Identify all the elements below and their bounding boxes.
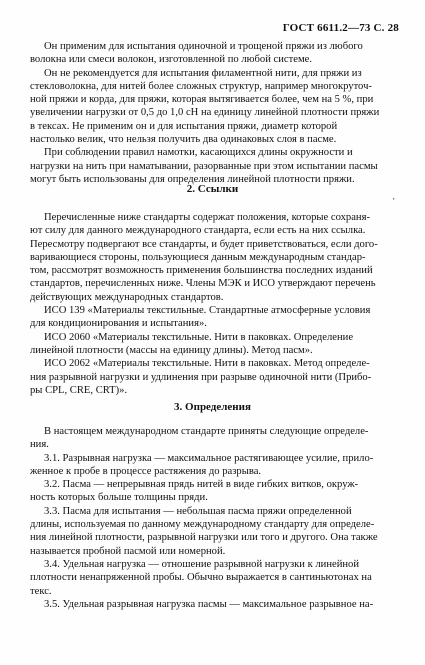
text-line: 3.5. Удельная разрывная нагрузка пасмы — максимальное разрывное на-: [44, 598, 374, 610]
text-line: Перечисленные ниже стандарты содержат положения, которые сохраня-: [44, 212, 370, 223]
text-line: линейной плотности (массы на единицу длины). Метод пасм».: [30, 344, 313, 356]
text-line: нагрузки на нить при наматывании, разорванные при этом испытании пасмы: [30, 160, 378, 172]
text-line: волокна или смеси волокон, изготовленной по любой системе.: [30, 54, 313, 66]
text-line: в тексах. Не применим он и для испытания пряжи, диаметр которой: [30, 120, 338, 132]
text-line: длины, используемая по данному международному стандарту для определе-: [30, 519, 375, 531]
text-line: ИСО 139 «Материалы текстильные. Стандартные атмосферные условия: [44, 305, 371, 317]
text-line: настолько велик, что нельзя получить два одинаковых слоя в пасме.: [30, 134, 337, 146]
text-line: называется пробной пасмой или номерной.: [30, 545, 226, 557]
text-line: ют силу для данного международного стандарта, если есть на них ссылка.: [30, 225, 366, 237]
text-line: стекловолокна, для нитей более сложных структур, например многокруточ-: [30, 80, 372, 92]
text-line: ность которых больше толщины пряди.: [30, 492, 208, 504]
section-3-block: [30, 425, 400, 611]
text-line: ИСО 2062 «Материалы текстильные. Нити в паковках. Метод определе-: [44, 358, 370, 370]
text-line: женное к пробе в процессе растяжения до разрыва.: [30, 465, 262, 477]
text-line: действующих международных стандартов.: [30, 291, 224, 303]
section-2-heading: 2. Ссылки: [186, 183, 239, 195]
text-line: Он не рекомендуется для испытания филаментной нити, для пряжи из: [44, 67, 362, 79]
margin-mark: ‚: [392, 192, 395, 201]
text-line: ния.: [30, 439, 49, 451]
text-line: ния разрывной нагрузки и удлинения при разрыве одиночной нити (Прибо-: [30, 371, 372, 383]
text-line: для кондиционирования и испытания».: [30, 318, 207, 330]
text-line: стандартов, перечисленных ниже. Члены МЭК и ИСО утверждают перечень: [30, 278, 376, 290]
text-line: ной пряжи и корда, для пряжи, которая вытягивается более, чем на 5 %, при: [30, 94, 374, 106]
section-3-heading: 3. Определения: [174, 401, 251, 413]
text-line: При соблюдении правил намотки, касающихся длины окружности и: [44, 147, 353, 159]
text-line: увеличении нагрузки от 0,5 до 1,0 сН на единицу линейной плотности пряжи: [30, 107, 380, 119]
page-header: ГОСТ 6611.2—73 С. 28: [282, 22, 399, 34]
text-line: ИСО 2060 «Материалы текстильные. Нити в паковках. Определение: [44, 331, 354, 343]
text-line: В настоящем международном стандарте приняты следующие определе-: [44, 426, 369, 437]
text-line: варивающиеся стороны, пользующиеся данным международным стандар-: [30, 251, 366, 263]
text-line: 3.2. Пасма — непрерывная прядь нитей в виде гибких витков, окруж-: [44, 479, 359, 491]
text-line: Пересмотру подвергают все стандарты, и будет приветствоваться, если дого-: [30, 238, 378, 250]
text-line: текс.: [30, 585, 52, 597]
section-2-block: [30, 211, 400, 397]
text-line: 3.3. Пасма для испытания — небольшая пасма пряжи определенной: [44, 505, 352, 517]
intro-block: [30, 40, 400, 186]
text-line: могут быть использованы для определения линейной плотности пряжи.: [30, 173, 355, 185]
text-line: 3.1. Разрывная нагрузка — максимальное растягивающее усилие, прило-: [44, 452, 374, 464]
text-line: 3.4. Удельная нагрузка — отношение разрывной нагрузки к линейной: [44, 558, 360, 570]
text-line: плотности ненапряженной пробы. Обычно выражается в сантиньютонах на: [30, 572, 372, 584]
text-line: ры CPL, CRE, CRT)».: [30, 384, 128, 396]
text-line: ния линейной плотности, разрывной нагрузки или того и другого. Она также: [30, 532, 378, 544]
text-line: Он применим для испытания одиночной и трощеной пряжи из любого: [44, 41, 363, 52]
text-line: том, рассмотрят возможность применения большинства последних изданий: [30, 265, 373, 277]
